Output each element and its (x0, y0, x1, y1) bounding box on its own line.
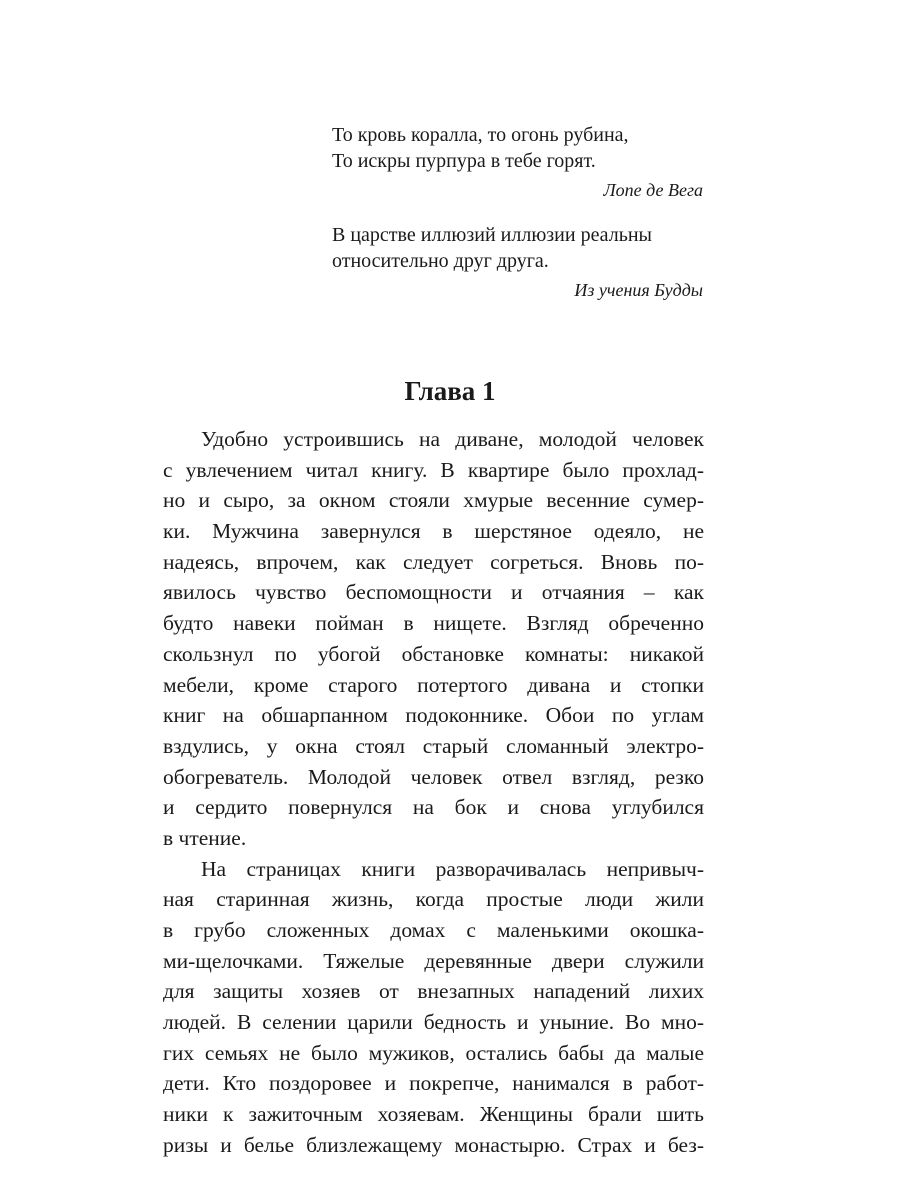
text-line: обогреватель. Молодой человек отвел взгляд, резко (163, 764, 704, 789)
text-line: для защиты хозяев от внезапных нападений лихих (163, 979, 704, 1004)
epigraph-1 (332, 122, 703, 202)
text-line: надеясь, впрочем, как следует согреться. Вновь по- (163, 549, 704, 574)
text-line: Удобно устроившись на диване, молодой человек (201, 427, 704, 451)
text-line: На страницах книги разворачивалась непривыч- (201, 856, 704, 881)
body-text (163, 424, 704, 1161)
text-line: дети. Кто поздоровее и покрепче, нанимался в работ- (163, 1071, 704, 1096)
text-line: ная старинная жизнь, когда простые люди жили (163, 887, 704, 912)
text-line: будто навеки пойман в нищете. Взгляд обреченно (163, 611, 704, 636)
text-line: мебели, кроме старого потертого дивана и стопки (163, 672, 704, 697)
text-line: ники к зажиточным хозяевам. Женщины брали шить (163, 1102, 704, 1127)
epigraph-line: В царстве иллюзий иллюзии реальны (332, 224, 652, 246)
epigraph-2 (332, 222, 703, 302)
text-line: ризы и белье близлежащему монастырю. Страх и без- (163, 1132, 704, 1157)
text-line: явилось чувство беспомощности и отчаяния – как (163, 580, 704, 605)
text-line: ки. Мужчина завернулся в шерстяное одеяло, не (163, 519, 704, 544)
epigraph-line: относительно друг друга. (332, 250, 549, 272)
epigraph-author: Лопе де Вега (603, 180, 703, 200)
paragraph-2 (163, 854, 704, 1161)
epigraph-line: То кровь коралла, то огонь рубина, (332, 124, 629, 146)
text-line: в грубо сложенных домах с маленькими окошка- (163, 918, 704, 942)
text-line: книг на обшарпанном подоконнике. Обои по углам (163, 703, 704, 728)
text-line: и сердито повернулся на бок и снова углубился (163, 795, 704, 820)
epigraph-line: То искры пурпура в тебе горят. (332, 150, 596, 172)
text-line: гих семьях не было мужиков, остались бабы да малые (163, 1040, 704, 1065)
text-line: в чтение. (163, 825, 247, 850)
text-line: людей. В селении царили бедность и уныние. Во мно- (163, 1010, 704, 1035)
text-line: вздулись, у окна стоял старый сломанный электро- (163, 733, 704, 758)
text-line: ми-щелочками. Тяжелые деревянные двери служили (163, 948, 704, 973)
text-line: скользнул по убогой обстановке комнаты: никакой (163, 641, 704, 666)
paragraph-1 (163, 424, 704, 854)
text-line: с увлечением читал книгу. В квартире было прохлад- (163, 457, 704, 482)
epigraph-author: Из учения Будды (574, 280, 703, 300)
text-line: но и сыро, за окном стояли хмурые весенние сумер- (163, 488, 704, 513)
chapter-title: Глава 1 (404, 376, 496, 406)
